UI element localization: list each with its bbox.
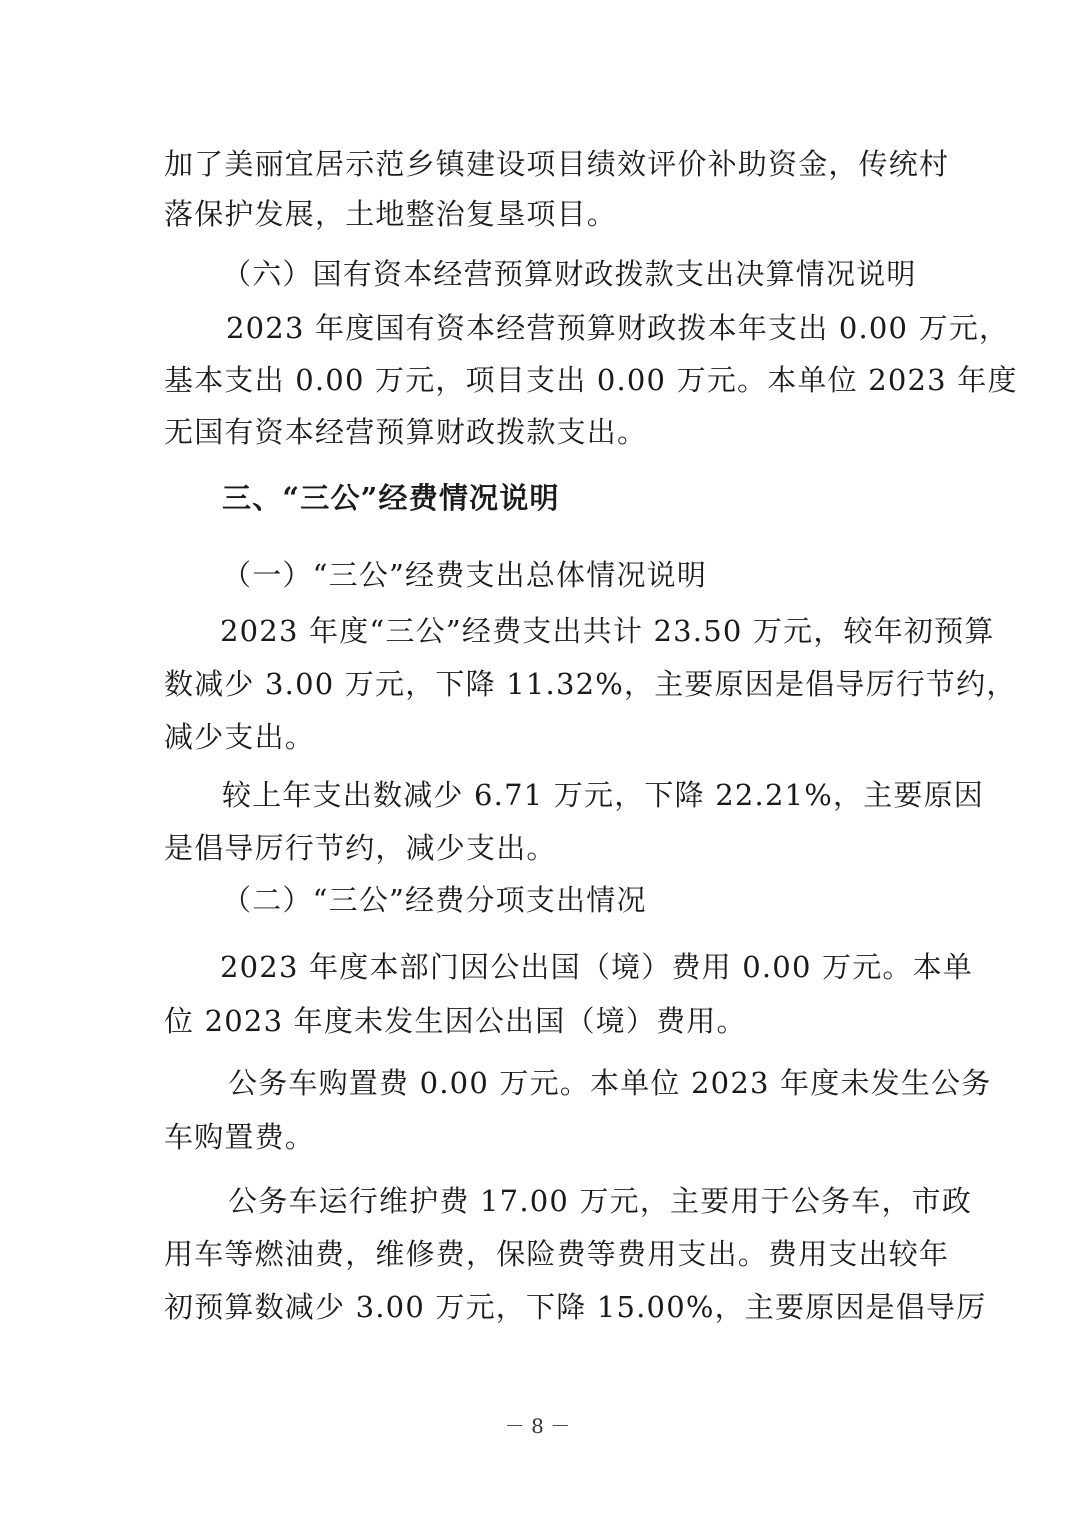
paragraph-line: 无国有资本经营预算财政拨款支出。: [164, 415, 648, 449]
paragraph-line: 较上年支出数减少 6.71 万元，下降 22.21%，主要原因: [222, 778, 985, 812]
paragraph-line: 是倡导厉行节约，减少支出。: [164, 831, 557, 865]
paragraph-line: 减少支出。: [164, 720, 316, 754]
section-subheading: （一）“三公”经费支出总体情况说明: [222, 558, 708, 592]
section-subheading: （六）国有资本经营预算财政拨款支出决算情况说明: [222, 257, 917, 291]
paragraph-line: 2023 年度本部门因公出国（境）费用 0.00 万元。本单: [220, 950, 974, 984]
paragraph-line: 车购置费。: [164, 1120, 316, 1154]
paragraph-line: 基本支出 0.00 万元，项目支出 0.00 万元。本单位 2023 年度: [164, 363, 1018, 397]
paragraph-line: 2023 年度“三公”经费支出共计 23.50 万元，较年初预算: [220, 614, 995, 648]
section-subheading: （二）“三公”经费分项支出情况: [222, 883, 647, 917]
paragraph-line: 位 2023 年度未发生因公出国（境）费用。: [164, 1004, 747, 1038]
paragraph-line: 落保护发展，土地整治复垦项目。: [164, 197, 618, 231]
paragraph-line: 初预算数减少 3.00 万元，下降 15.00%，主要原因是倡导厉: [164, 1290, 987, 1324]
paragraph-line: 加了美丽宜居示范乡镇建设项目绩效评价补助资金，传统村: [164, 147, 950, 181]
paragraph-line: 公务车购置费 0.00 万元。本单位 2023 年度未发生公务: [228, 1066, 992, 1100]
page-number: － 8 －: [504, 1414, 571, 1438]
paragraph-line: 2023 年度国有资本经营预算财政拨本年支出 0.00 万元，: [226, 311, 1010, 345]
paragraph-line: 用车等燃油费，维修费，保险费等费用支出。费用支出较年: [164, 1237, 950, 1271]
paragraph-line: 数减少 3.00 万元，下降 11.32%，主要原因是倡导厉行节约，: [164, 667, 1017, 701]
section-heading: 三、“三公”经费情况说明: [222, 481, 560, 515]
paragraph-line: 公务车运行维护费 17.00 万元，主要用于公务车，市政: [228, 1184, 973, 1218]
